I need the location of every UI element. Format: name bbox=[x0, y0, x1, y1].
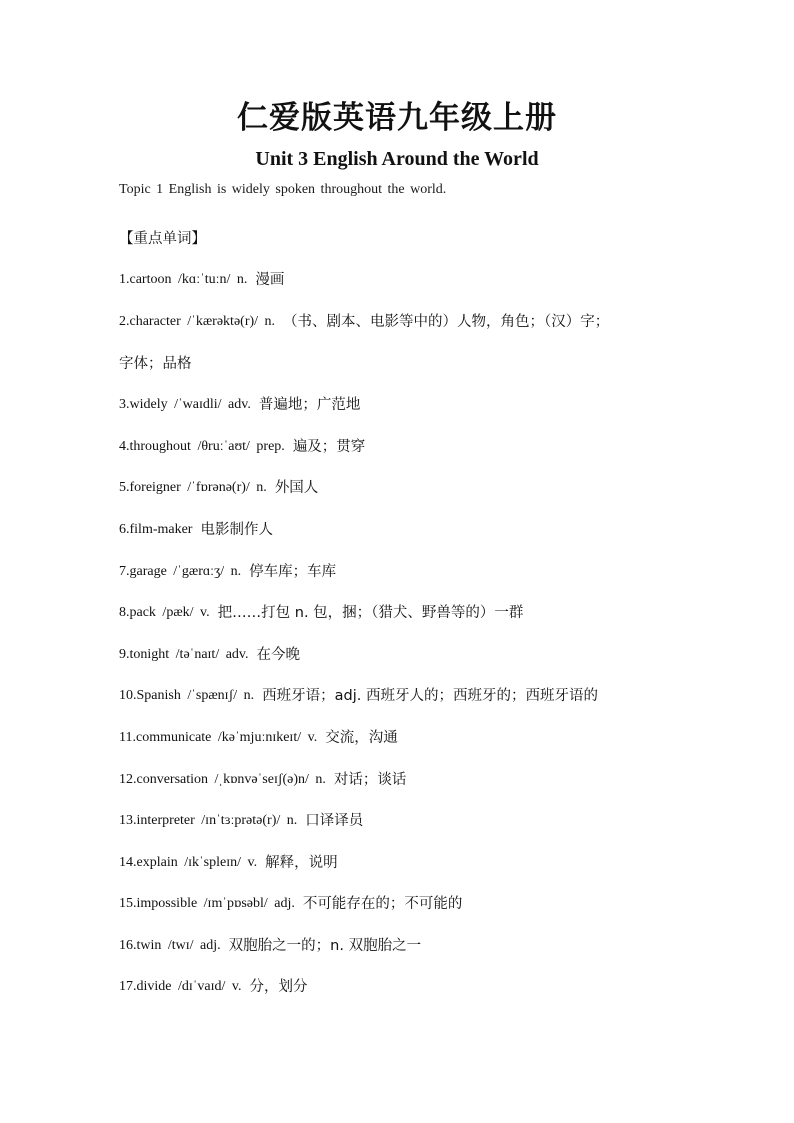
vocab-chinese: 普遍地；广范地 bbox=[258, 397, 361, 414]
vocab-entry bbox=[119, 717, 684, 759]
vocab-entry bbox=[119, 634, 684, 676]
vocab-chinese: 对话；谈话 bbox=[333, 771, 407, 788]
vocab-english: 16.twin /twɪ/ adj. bbox=[119, 937, 221, 953]
vocab-entry bbox=[119, 260, 684, 302]
vocab-entry bbox=[119, 967, 684, 1009]
vocab-english: 7.garage /ˈgærɑːʒ/ n. bbox=[119, 563, 242, 579]
vocab-english: 14.explain /ɪkˈspleɪn/ v. bbox=[119, 854, 258, 870]
vocab-chinese: 漫画 bbox=[255, 272, 285, 289]
unit-subtitle: Unit 3 English Around the World bbox=[255, 148, 539, 170]
vocab-english: 9.tonight /təˈnaɪt/ adv. bbox=[119, 646, 249, 662]
vocab-entry bbox=[119, 301, 684, 343]
spacer bbox=[119, 204, 684, 218]
vocab-chinese: 不可能存在的；不可能的 bbox=[302, 896, 463, 913]
section-heading bbox=[119, 218, 684, 260]
vocab-chinese: 双胞胎之一的；n. 双胞胎之一 bbox=[228, 937, 422, 954]
topic-line bbox=[119, 176, 684, 204]
vocab-english: 3.widely /ˈwaɪdli/ adv. bbox=[119, 397, 251, 413]
vocab-entry bbox=[119, 925, 684, 967]
vocab-english: 11.communicate /kəˈmjuːnɪkeɪt/ v. bbox=[119, 729, 318, 745]
page-title: 仁爱版英语九年级上册 bbox=[237, 100, 557, 136]
vocab-chinese: 把……打包 n. 包，捆；（猎犬、野兽等的）一群 bbox=[217, 605, 524, 622]
vocab-entry bbox=[119, 509, 684, 551]
vocab-entry bbox=[119, 592, 684, 634]
vocab-chinese-continued: 字体；品格 bbox=[119, 355, 192, 372]
vocab-english: 15.impossible /ɪmˈpɒsəbl/ adj. bbox=[119, 896, 295, 912]
topic-text: Topic 1 English is widely spoken throughout the world. bbox=[119, 182, 447, 197]
vocab-chinese: 口译译员 bbox=[305, 813, 364, 830]
vocab-english: 12.conversation /ˌkɒnvəˈseɪʃ(ə)n/ n. bbox=[119, 771, 326, 787]
vocab-entry bbox=[119, 842, 684, 884]
vocab-chinese: 在今晚 bbox=[256, 646, 301, 663]
vocab-entry bbox=[119, 468, 684, 510]
vocab-chinese: 外国人 bbox=[274, 480, 319, 497]
vocab-chinese: 电影制作人 bbox=[200, 521, 273, 538]
vocab-entry-continuation bbox=[119, 343, 684, 385]
vocab-english: 2.character /ˈkærəktə(r)/ n. bbox=[119, 313, 276, 329]
vocab-english: 17.divide /dɪˈvaɪd/ v. bbox=[119, 979, 242, 995]
vocab-english: 8.pack /pæk/ v. bbox=[119, 605, 210, 621]
vocab-entry bbox=[119, 384, 684, 426]
vocab-english: 10.Spanish /ˈspænɪʃ/ n. bbox=[119, 688, 255, 704]
vocab-entry bbox=[119, 676, 684, 718]
vocab-entry bbox=[119, 884, 684, 926]
vocab-entry bbox=[119, 759, 684, 801]
vocab-chinese: 停车库；车库 bbox=[249, 563, 337, 580]
vocab-chinese: 西班牙语；adj. 西班牙人的；西班牙的；西班牙语的 bbox=[262, 688, 598, 705]
document-body bbox=[119, 176, 684, 1008]
vocab-chinese: 分，划分 bbox=[249, 979, 308, 996]
vocab-chinese: 交流，沟通 bbox=[325, 729, 398, 746]
section-label: 【重点单词】 bbox=[119, 230, 206, 247]
vocab-chinese: 解释，说明 bbox=[265, 854, 338, 871]
vocab-english: 5.foreigner /ˈfɒrənə(r)/ n. bbox=[119, 480, 267, 496]
vocab-chinese: 遍及；贯穿 bbox=[292, 438, 366, 455]
vocab-english: 13.interpreter /ɪnˈtɜːprətə(r)/ n. bbox=[119, 813, 298, 829]
vocab-chinese: （书、剧本、电影等中的）人物，角色；（汉）字； bbox=[283, 313, 610, 330]
vocab-entry bbox=[119, 426, 684, 468]
vocab-english: 1.cartoon /kɑːˈtuːn/ n. bbox=[119, 272, 248, 288]
vocab-english: 4.throughout /θruːˈaʊt/ prep. bbox=[119, 438, 285, 454]
vocab-entry bbox=[119, 800, 684, 842]
vocab-entry bbox=[119, 551, 684, 593]
vocab-english: 6.film-maker bbox=[119, 521, 193, 537]
